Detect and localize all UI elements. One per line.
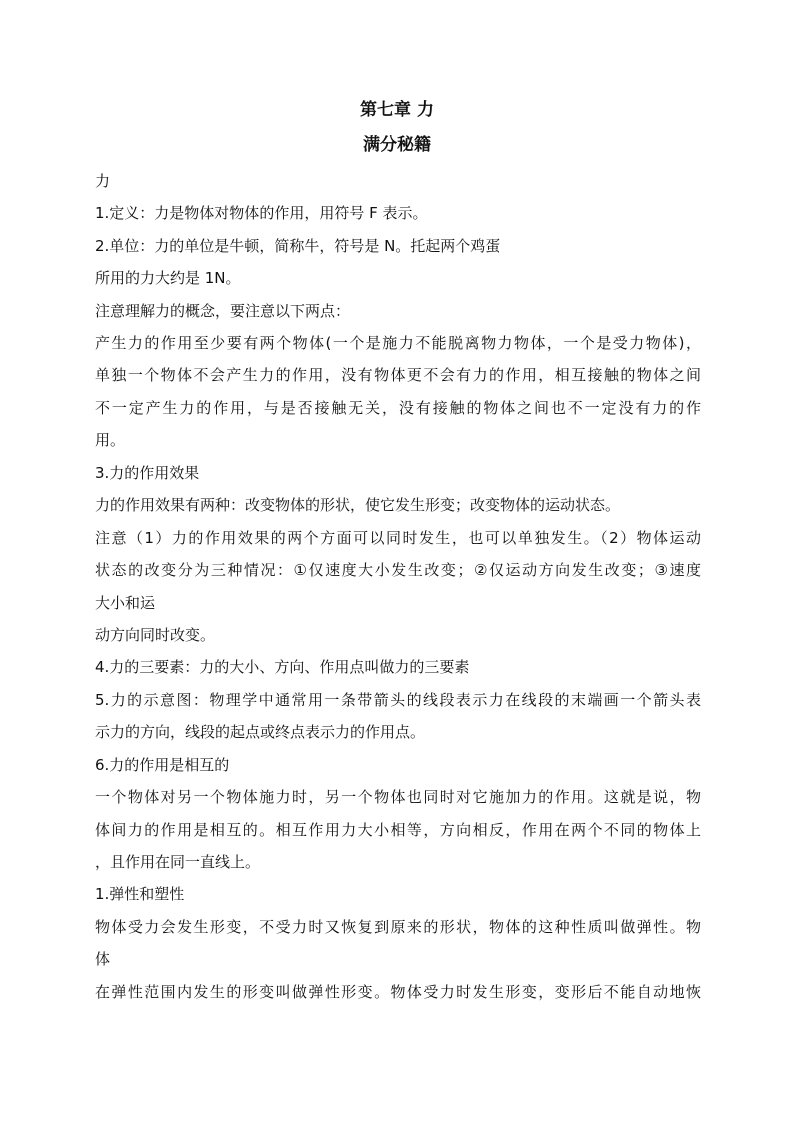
- paragraph-line: 产生力的作用至少要有两个物体(一个是施力不能脱离物力物体，一个是受力物体)，: [95, 334, 701, 352]
- paragraph-line: 在弹性范围内发生的形变叫做弹性形变。物体受力时发生形变，变形后不能自动地恢: [95, 983, 701, 1001]
- paragraph-line: ，且作用在同一直线上。: [95, 853, 261, 871]
- paragraph-line: 所用的力大约是 1N。: [95, 269, 241, 287]
- paragraph-line: 不一定产生力的作用，与是否接触无关，没有接触的物体之间也不一定没有力的作: [95, 399, 701, 417]
- paragraph-line: 注意理解力的概念，要注意以下两点：: [95, 302, 351, 320]
- paragraph-line: 物体受力会发生形变，不受力时又恢复到原来的形状，物体的这种性质叫做弹性。物: [95, 918, 701, 936]
- paragraph-line: 大小和运: [95, 594, 156, 612]
- paragraph-line: 用。: [95, 431, 126, 449]
- paragraph-line: 5.力的示意图：物理学中通常用一条带箭头的线段表示力在线段的末端画一个箭头表: [95, 691, 701, 709]
- chapter-subtitle: 满分秘籍: [363, 135, 431, 155]
- paragraph-line: 单独一个物体不会产生力的作用，没有物体更不会有力的作用，相互接触的物体之间: [95, 366, 701, 384]
- section-heading: 1.弹性和塑性: [95, 885, 185, 903]
- section-heading: 4.力的三要素：力的大小、方向、作用点叫做力的三要素: [95, 658, 470, 676]
- paragraph-line: 体: [95, 950, 111, 968]
- paragraph-line: 示力的方向，线段的起点或终点表示力的作用点。: [95, 723, 426, 741]
- section-heading: 6.力的作用是相互的: [95, 756, 230, 774]
- paragraph-line: 状态的改变分为三种情况：①仅速度大小发生改变；②仅运动方向发生改变；③速度: [95, 561, 701, 579]
- chapter-title: 第七章 力: [360, 100, 434, 120]
- paragraph-line: 注意（1）力的作用效果的两个方面可以同时发生，也可以单独发生。（2）物体运动: [95, 529, 701, 547]
- paragraph-line: 体间力的作用是相互的。相互作用力大小相等，方向相反，作用在两个不同的物体上: [95, 821, 701, 839]
- paragraph-line: 1.定义：力是物体对物体的作用，用符号 F 表示。: [95, 204, 428, 222]
- paragraph-line: 力的作用效果有两种：改变物体的形状，使它发生形变；改变物体的运动状态。: [95, 496, 621, 514]
- paragraph-line: 2.单位：力的单位是牛顿，简称牛，符号是 N。托起两个鸡蛋: [95, 237, 501, 255]
- paragraph-line: 力: [95, 172, 111, 190]
- section-heading: 3.力的作用效果: [95, 464, 200, 482]
- paragraph-line: 一个物体对另一个物体施力时，另一个物体也同时对它施加力的作用。这就是说，物: [95, 788, 701, 806]
- paragraph-line: 动方向同时改变。: [95, 626, 216, 644]
